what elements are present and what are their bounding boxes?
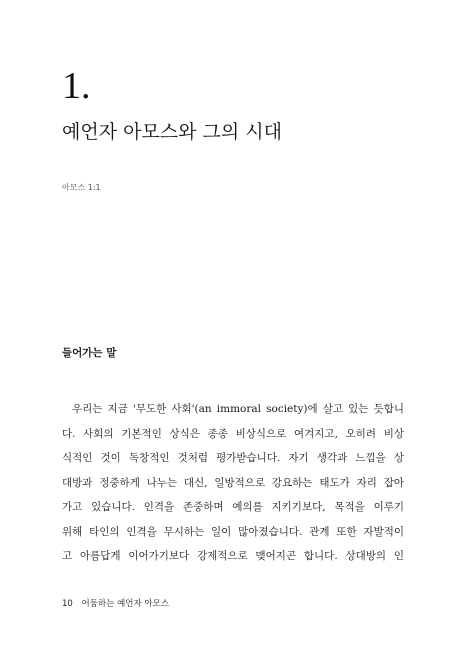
body-line: 위해 타인의 인격을 무시하는 일이 많아졌습니다. 관계 또한 자발적이 [62,525,404,538]
body-line: 대방과 정중하게 나누는 대신, 일방적으로 강요하는 태도가 자리 잡아 [62,476,404,489]
chapter-number: 1. [62,65,91,107]
chapter-title: 예언자 아모스와 그의 시대 [62,121,283,143]
body-paragraph [62,397,404,569]
body-line: 식적인 것이 독창적인 것처럼 평가받습니다. 자기 생각과 느낌을 상 [62,452,404,464]
body-line: 다. 사회의 기본적인 상식은 종종 비상식으로 여겨지고, 오히려 비상 [62,427,404,440]
page-footer [62,598,169,610]
body-line: 가고 있습니다. 인격을 존중하며 예의를 지키기보다, 목적을 이루기 [62,501,404,513]
scripture-reference: 아모스 1:1 [62,183,101,192]
page-number: 10 [62,599,73,609]
running-title: 어둠하는 예언자 아모스 [81,599,170,609]
body-line: 고 아름답게 이어가기보다 강제적으로 맺어지곤 합니다. 상대방의 인 [62,550,404,562]
body-line: 우리는 지금 '무도한 사회'(an immoral society)에 살고 있는 듯합니 [72,403,404,415]
section-heading: 들어가는 말 [62,347,117,359]
